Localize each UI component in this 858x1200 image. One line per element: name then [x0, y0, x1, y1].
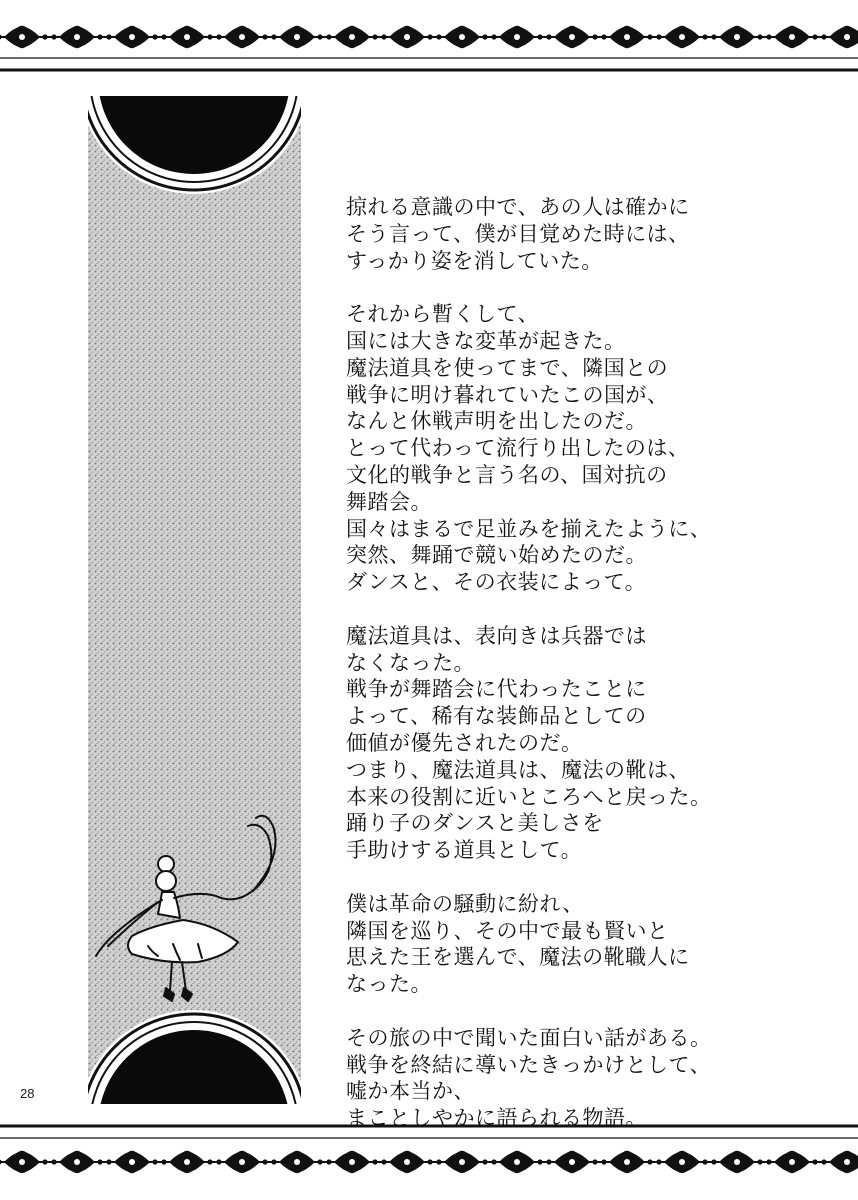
- text-line: 戦争に明け暮れていたこの国が、: [346, 382, 669, 407]
- paragraph: [346, 301, 826, 596]
- text-line: 魔法道具を使ってまで、隣国との: [346, 355, 669, 380]
- text-line: 踊り子のダンスと美しさを: [346, 811, 604, 836]
- text-line: 国々はまるで足並みを揃えたように、: [346, 516, 712, 541]
- text-line: 文化的戦争と言う名の、国対抗の: [346, 462, 668, 487]
- decorative-sidebar: [88, 96, 301, 1104]
- text-line: 戦争を終結に導いたきっかけとして、: [346, 1052, 712, 1077]
- text-line: なった。: [346, 972, 432, 997]
- text-line: なんと休戦声明を出したのだ。: [346, 409, 647, 434]
- page-number: 28: [20, 1086, 35, 1101]
- text-line: とって代わって流行り出したのは、: [346, 436, 690, 461]
- text-line: 掠れる意識の中で、あの人は確かに: [346, 195, 690, 219]
- text-line: 隣国を巡り、その中で最も賢いと: [346, 918, 669, 943]
- ornament-row: [0, 26, 858, 48]
- text-line: 魔法道具は、表向きは兵器では: [346, 623, 647, 648]
- paragraph: [346, 891, 826, 998]
- text-line: なくなった。: [346, 650, 475, 675]
- text-line: その旅の中で聞いた面白い話がある。: [346, 1025, 712, 1050]
- text-line: 僕は革命の騒動に紛れ、: [346, 891, 584, 916]
- text-line: 価値が優先されたのだ。: [346, 730, 583, 755]
- paragraph: [346, 194, 826, 274]
- text-line: ダンスと、その衣装によって。: [346, 570, 647, 595]
- text-line: すっかり姿を消していた。: [346, 248, 603, 273]
- text-line: つまり、魔法道具は、魔法の靴は、: [346, 757, 690, 782]
- text-line: 舞踏会。: [346, 489, 432, 514]
- text-line: 本来の役割に近いところへと戻った。: [346, 784, 712, 809]
- text-line: 戦争が舞踏会に代わったことに: [346, 677, 647, 702]
- text-line: それから暫くして、: [346, 302, 540, 327]
- text-line: 国には大きな変革が起きた。: [346, 328, 626, 353]
- text-line: 思えた王を選んで、魔法の靴職人に: [346, 945, 690, 970]
- text-line: 嘘か本当か、: [346, 1079, 475, 1104]
- bottom-ornament-border: [0, 1120, 858, 1200]
- paragraph: [346, 623, 826, 864]
- top-ornament-border: [0, 0, 858, 80]
- paragraph: [346, 1025, 826, 1132]
- text-line: 手助けする道具として。: [346, 838, 583, 863]
- text-line: そう言って、僕が目覚めた時には、: [346, 221, 690, 246]
- story-text: [346, 194, 826, 1159]
- text-line: よって、稀有な装飾品としての: [346, 704, 647, 729]
- text-line: 突然、舞踊で競い始めたのだ。: [346, 543, 647, 568]
- text-line: まことしやかに語られる物語。: [346, 1106, 647, 1131]
